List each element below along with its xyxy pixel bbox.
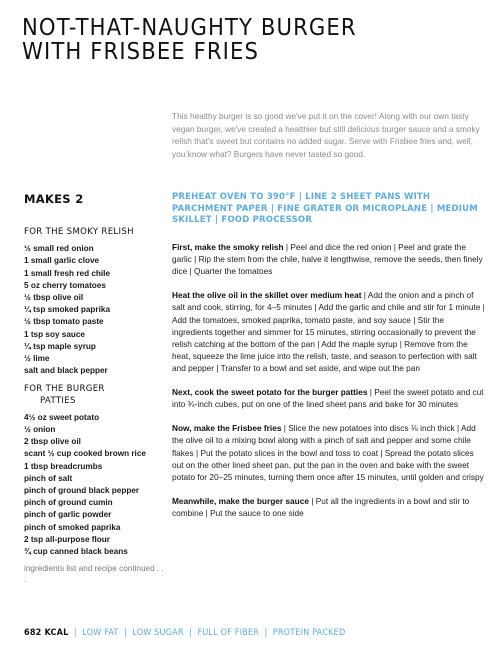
ingredient-item: pinch of ground cumin: [24, 498, 113, 508]
ingredient-item: 1 tsp soy sauce: [24, 329, 85, 339]
intro-paragraph: This healthy burger is so good we've put it on the cover! Along with our own tasty vegan burger, we've created a healthier but still delicious burger sauce and a smoky relish that's sweet but contains no added sugar. Serve with Frisbee fries and, well, you know what? Burgers have never tasted so good.: [172, 111, 480, 159]
ingredient-item: ¼ tsp maple syrup: [24, 341, 96, 351]
title-line-1: NOT-THAT-NAUGHTY BURGER: [22, 15, 357, 41]
ingredient-item: 2 tsp all-purpose flour: [24, 534, 110, 544]
ingredient-item: 4½ oz sweet potato: [24, 412, 100, 422]
diet-tag: FULL OF FIBER: [197, 628, 259, 638]
ingredient-item: ½ tbsp tomato paste: [24, 317, 104, 327]
patties-heading-line-2: PATTIES: [40, 395, 76, 406]
relish-ingredient-list: [24, 243, 166, 377]
divider: |: [264, 628, 268, 638]
step-text: | Slice the new potatoes into discs ⅛ inch thick | Add the olive oil to a mixing bowl along with a pinch of salt and pepper and some chile flakes | Put the potato slices in the bowl and toss to coat | Spread the potato slices out on the other lined sheet pan, put the pan in the oven and bake with the sweet potato for 20–25 minutes, turning them once after 15 minutes, until golden and crispy: [172, 423, 484, 483]
relish-heading: FOR THE SMOKY RELISH: [24, 227, 134, 237]
ingredient-item: pinch of smoked paprika: [24, 522, 121, 532]
step-lead: Meanwhile, make the burger sauce: [172, 495, 309, 506]
calorie-count: 682 KCAL: [24, 628, 69, 638]
equipment-line: PREHEAT OVEN TO 390°F | LINE 2 SHEET PANS WITH PARCHMENT PAPER | FINE GRATER OR MICROPLANE | MEDIUM SKILLET | FOOD PROCESSOR: [172, 192, 478, 225]
divider: |: [123, 628, 127, 638]
nutrition-footer: [24, 628, 438, 638]
continued-note: ingredients list and recipe continued . . .: [24, 564, 164, 584]
ingredient-item: ¼ tsp smoked paprika: [24, 305, 111, 315]
method-step: [172, 386, 486, 410]
step-lead: Next, cook the sweet potato for the burger patties: [172, 387, 368, 398]
ingredient-item: salt and black pepper: [24, 366, 108, 376]
diet-tag: LOW FAT: [82, 628, 119, 638]
recipe-title: [22, 16, 445, 64]
step-text: | Add the onion and a pinch of salt and cook, stirring, for 4–5 minutes | Add the garlic and chile and stir for 1 minute | Add the tomatoes, smoked paprika, tomato paste, and soy sauce | Stir the ingredients together and simmer for 15 minutes, stirring occasionally to prevent the relish catching at the bottom of the pan | Add the maple syrup | Remove from the heat, squeeze the lime juice into the relish, taste, and season to perfection with salt and pepper | Transfer to a bowl and set aside, and wipe out the pan: [172, 290, 485, 374]
ingredient-item: 2 tbsp olive oil: [24, 437, 81, 447]
method-column: [172, 241, 486, 531]
method-step: [172, 422, 486, 483]
ingredient-item: scant ½ cup cooked brown rice: [24, 449, 146, 459]
title-line-2: WITH FRISBEE FRIES: [22, 39, 260, 65]
method-step: [172, 495, 486, 519]
method-step: [172, 289, 486, 374]
step-lead: Heat the olive oil in the skillet over medium heat: [172, 290, 362, 301]
ingredient-item: pinch of salt: [24, 473, 73, 483]
ingredient-item: 1 small garlic clove: [24, 256, 100, 266]
ingredient-item: ½ small red onion: [24, 244, 94, 254]
method-step: [172, 241, 486, 278]
step-text: | Peel and dice the red onion | Peel and grate the garlic | Rip the stem from the chile, halve it lengthwise, remove the seeds, then finely dice | Quarter the tomatoes: [172, 242, 483, 277]
patties-heading: [24, 384, 166, 406]
ingredient-item: ½ onion: [24, 425, 56, 435]
diet-tag: PROTEIN PACKED: [272, 628, 346, 638]
ingredient-item: 1 small fresh red chile: [24, 268, 111, 278]
step-text: | Peel the sweet potato and cut into ¾-inch cubes, put on one of the lined sheet pans and bake for 30 minutes: [172, 387, 484, 410]
ingredient-item: pinch of ground black pepper: [24, 486, 140, 496]
ingredient-item: ½ tbsp olive oil: [24, 293, 84, 303]
ingredient-item: pinch of garlic powder: [24, 510, 112, 520]
patties-ingredient-list: [24, 412, 166, 558]
patties-heading-line-1: FOR THE BURGER: [24, 384, 105, 395]
divider: |: [73, 628, 77, 638]
ingredient-item: ½ lime: [24, 354, 50, 364]
step-lead: First, make the smoky relish: [172, 242, 284, 252]
ingredients-column: [24, 227, 166, 585]
step-text: | Put all the ingredients in a bowl and stir to combine | Put the sauce to one side: [172, 495, 470, 519]
servings-label: MAKES 2: [24, 192, 84, 206]
ingredient-item: ¾ cup canned black beans: [24, 547, 128, 557]
ingredient-item: 1 tbsp breadcrumbs: [24, 461, 103, 471]
diet-tag: LOW SUGAR: [132, 628, 184, 638]
step-lead: Now, make the Frisbee fries: [172, 423, 282, 434]
ingredient-item: 5 oz cherry tomatoes: [24, 280, 106, 290]
divider: |: [189, 628, 193, 638]
